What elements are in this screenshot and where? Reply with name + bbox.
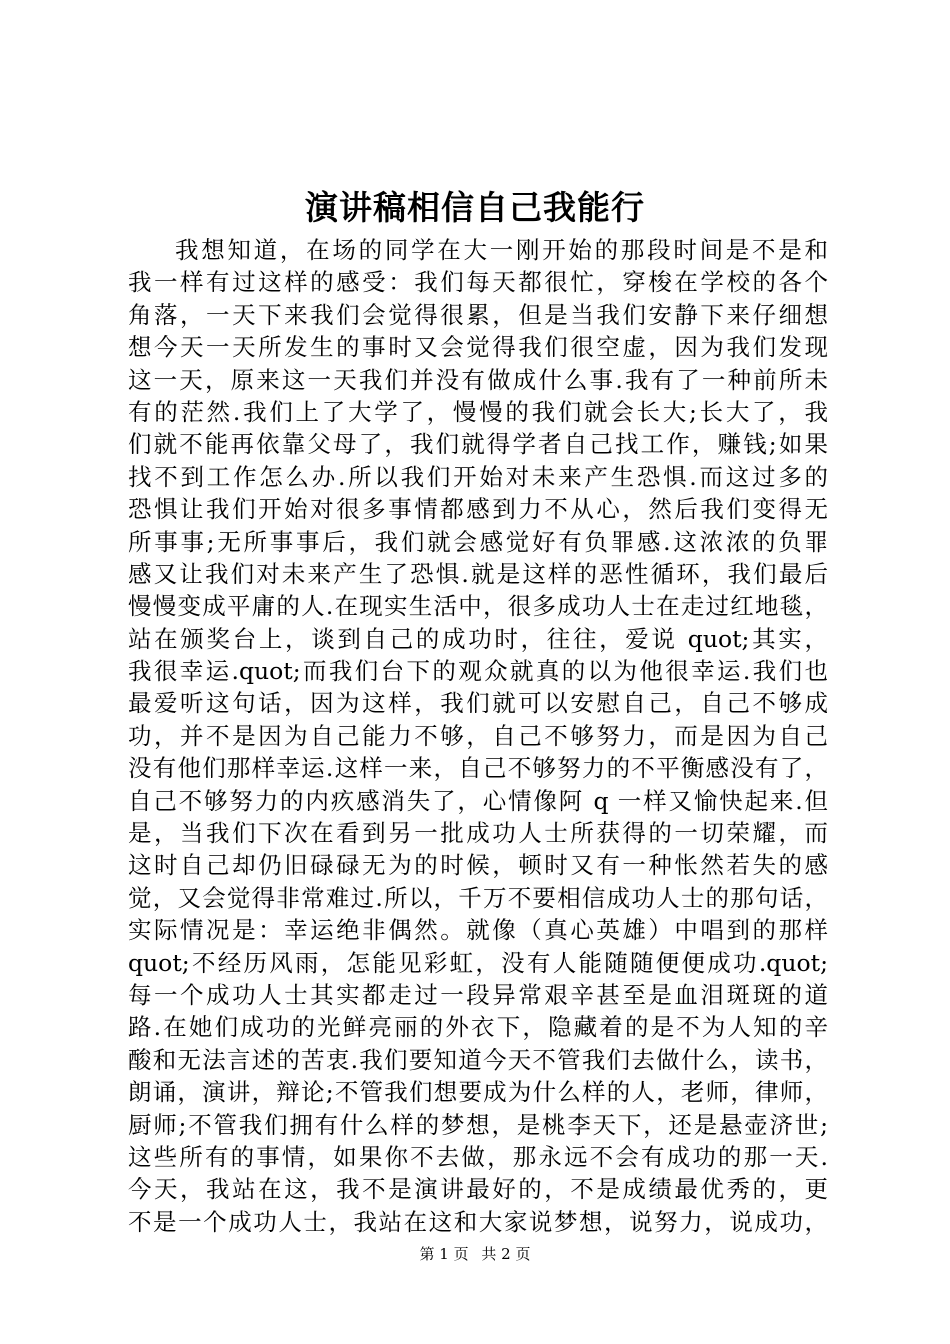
body-line: 们就不能再依靠父母了，我们就得学者自己找工作，赚钱;如果 (128, 430, 828, 459)
body-line: 这些所有的事情，如果你不去做，那永远不会有成功的那一天. (128, 1142, 828, 1171)
body-line: 想今天一天所发生的事时又会觉得我们很空虚，因为我们发现 (128, 333, 828, 362)
body-line: 今天，我站在这，我不是演讲最好的，不是成绩最优秀的，更 (128, 1175, 828, 1204)
body-line: 是，当我们下次在看到另一批成功人士所获得的一切荣耀，而 (128, 819, 828, 848)
body-line: 路.在她们成功的光鲜亮丽的外衣下，隐藏着的是不为人知的辛 (128, 1013, 828, 1042)
body-line: quot;不经历风雨，怎能见彩虹，没有人能随随便便成功.quot; (128, 948, 828, 977)
body-line: 找不到工作怎么办.所以我们开始对未来产生恐惧.而这过多的 (128, 462, 828, 491)
page-number-total: 共 2 页 (481, 1245, 531, 1263)
document-body (128, 234, 828, 1238)
body-line: 朗诵，演讲，辩论;不管我们想要成为什么样的人，老师，律师， (128, 1078, 828, 1107)
body-line: 酸和无法言述的苦衷.我们要知道今天不管我们去做什么，读书， (128, 1045, 828, 1074)
page-number-current: 第 1 页 (419, 1245, 469, 1263)
body-line: 所事事;无所事事后，我们就会感觉好有负罪感.这浓浓的负罪 (128, 527, 828, 556)
body-line: 实际情况是：幸运绝非偶然。就像（真心英雄）中唱到的那样 (128, 916, 828, 945)
document-title: 演讲稿相信自己我能行 (305, 188, 645, 227)
body-line: 我一样有过这样的感受：我们每天都很忙，穿梭在学校的各个 (128, 268, 828, 297)
body-line: 自己不够努力的内疚感消失了，心情像阿 q 一样又愉快起来.但 (128, 786, 828, 815)
body-line: 感又让我们对未来产生了恐惧.就是这样的恶性循环，我们最后 (128, 559, 828, 588)
body-line: 我想知道，在场的同学在大一刚开始的那段时间是不是和 (175, 236, 828, 264)
body-line: 这一天，原来这一天我们并没有做成什么事.我有了一种前所未 (128, 365, 828, 394)
body-line: 我很幸运.quot;而我们台下的观众就真的以为他很幸运.我们也 (128, 657, 828, 686)
body-line: 角落，一天下来我们会觉得很累，但是当我们安静下来仔细想 (128, 300, 828, 329)
body-line: 每一个成功人士其实都走过一段异常艰辛甚至是血泪斑斑的道 (128, 980, 828, 1009)
body-line: 没有他们那样幸运.这样一来，自己不够努力的不平衡感没有了， (128, 754, 828, 783)
body-line: 慢慢变成平庸的人.在现实生活中，很多成功人士在走过红地毯， (128, 592, 828, 621)
body-line: 有的茫然.我们上了大学了，慢慢的我们就会长大;长大了，我 (128, 397, 828, 426)
body-line: 不是一个成功人士，我站在这和大家说梦想，说努力，说成功， (128, 1207, 828, 1236)
page-footer (0, 1244, 950, 1264)
body-line: 恐惧让我们开始对很多事情都感到力不从心，然后我们变得无 (128, 495, 828, 524)
body-line: 觉，又会觉得非常难过.所以，千万不要相信成功人士的那句话， (128, 883, 828, 912)
body-line: 站在颁奖台上，谈到自己的成功时，往往，爱说 quot;其实， (128, 624, 828, 653)
body-line: 功，并不是因为自己能力不够，自己不够努力，而是因为自己 (128, 721, 828, 750)
body-line: 最爱听这句话，因为这样，我们就可以安慰自己，自己不够成 (128, 689, 828, 718)
body-line: 厨师;不管我们拥有什么样的梦想，是桃李天下，还是悬壶济世; (128, 1110, 828, 1139)
body-line: 这时自己却仍旧碌碌无为的时候，顿时又有一种怅然若失的感 (128, 851, 828, 880)
